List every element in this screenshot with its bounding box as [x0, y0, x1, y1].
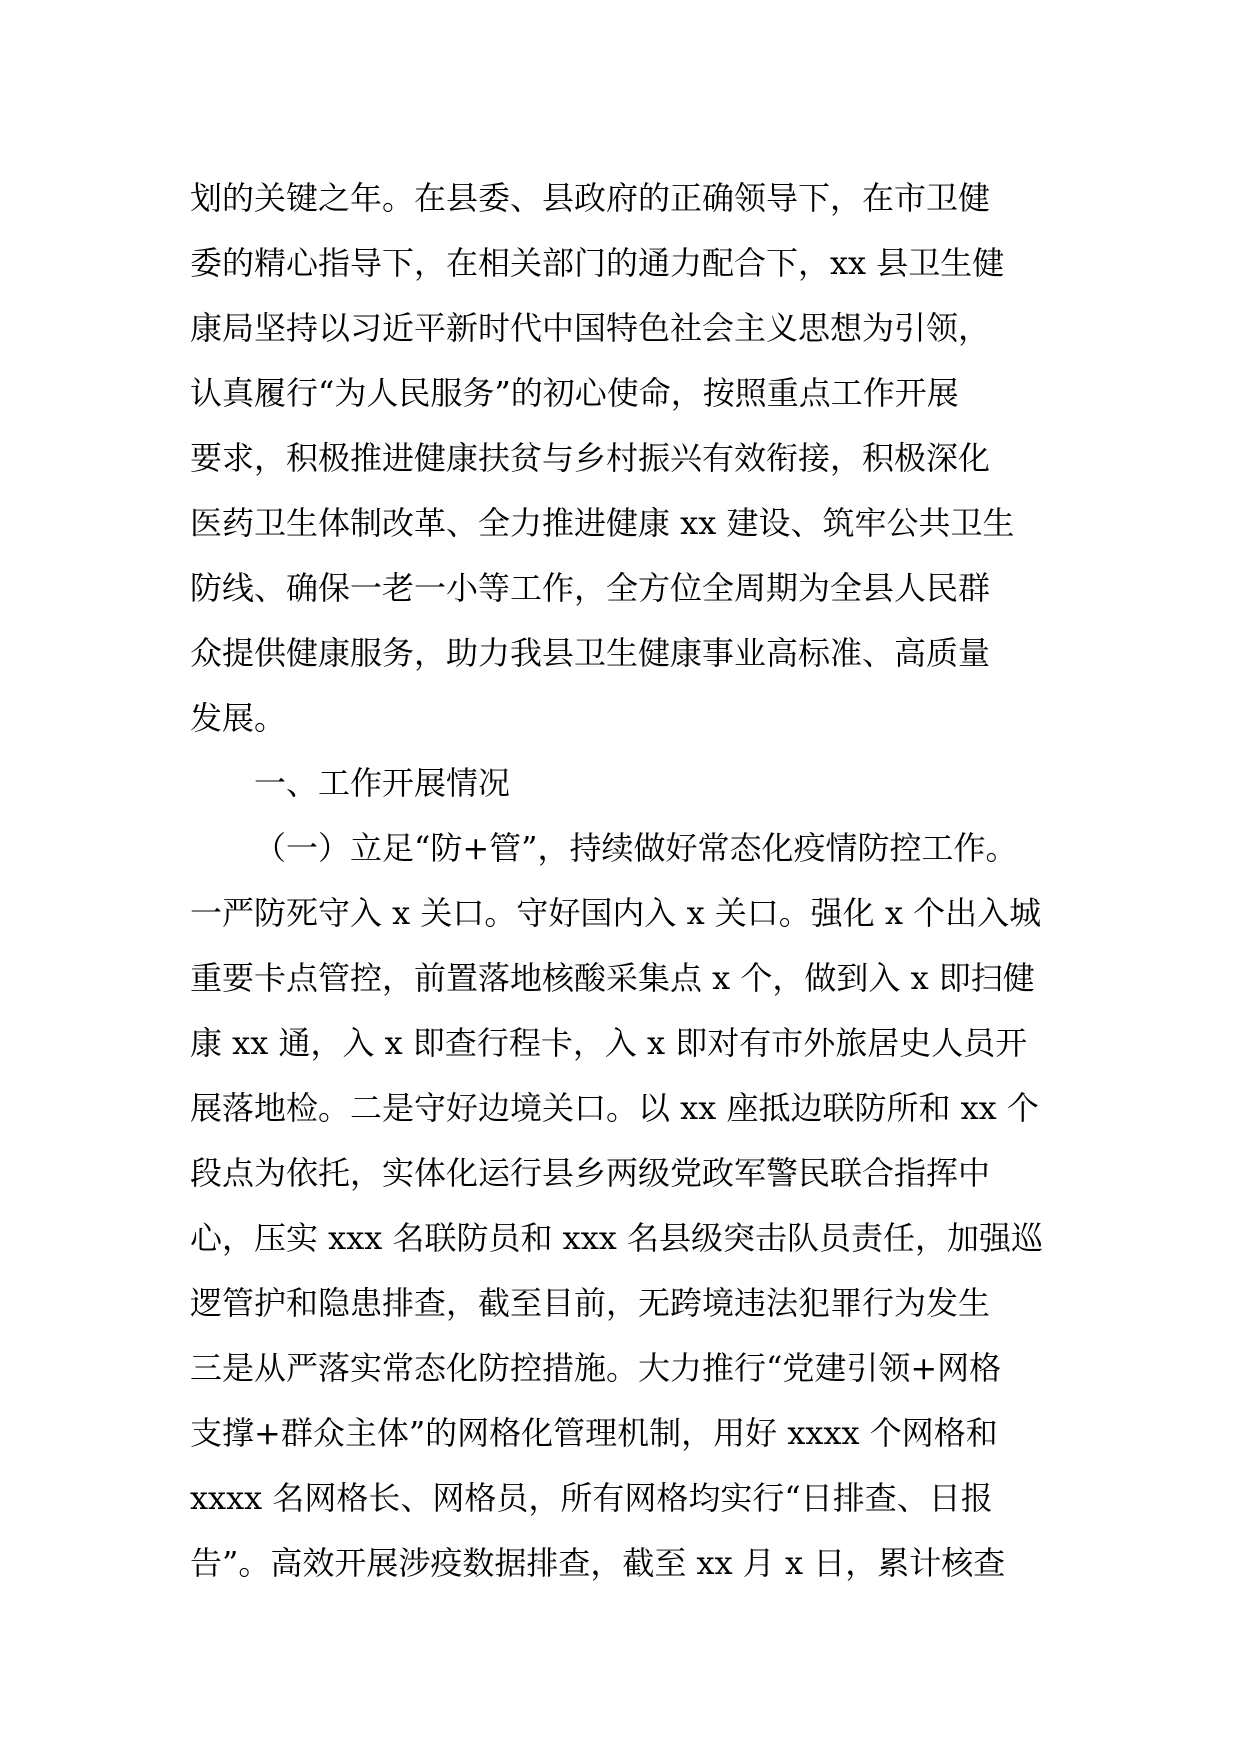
- text-line: 要求，积极推进健康扶贫与乡村振兴有效衔接，积极深化: [190, 439, 991, 477]
- text-line: 三是从严落实常态化防控措施。大力推行“党建引领+网格: [190, 1349, 1002, 1387]
- text-line: 康 xx 通，入 x 即查行程卡，入 x 即对有市外旅居史人员开: [190, 1024, 1028, 1062]
- text-line: 支撑+群众主体”的网格化管理机制，用好 xxxx 个网格和: [190, 1414, 998, 1452]
- subsection-heading: （一）立足“防+管”，持续做好常态化疫情防控工作。: [254, 829, 1018, 867]
- text-line: 展落地检。二是守好边境关口。以 xx 座抵边联防所和 xx 个: [190, 1089, 1039, 1127]
- text-line: 防线、确保一老一小等工作，全方位全周期为全县人民群: [190, 569, 991, 607]
- section-heading: 一、工作开展情况: [254, 764, 511, 802]
- text-line: 重要卡点管控，前置落地核酸采集点 x 个，做到入 x 即扫健: [190, 959, 1035, 997]
- text-line: 委的精心指导下，在相关部门的通力配合下，xx 县卫生健: [190, 244, 1005, 282]
- text-line: 逻管护和隐患排查，截至目前，无跨境违法犯罪行为发生: [190, 1284, 991, 1322]
- text-line: 发展。: [190, 699, 287, 737]
- text-line: 医药卫生体制改革、全力推进健康 xx 建设、筑牢公共卫生: [190, 504, 1015, 542]
- text-line: 认真履行“为人民服务”的初心使命，按照重点工作开展: [190, 374, 959, 412]
- text-line: 众提供健康服务，助力我县卫生健康事业高标准、高质量: [190, 634, 991, 672]
- text-line: xxxx 名网格长、网格员，所有网格均实行“日排查、日报: [190, 1479, 993, 1517]
- body-text: [190, 166, 1070, 1596]
- text-line: 划的关键之年。在县委、县政府的正确领导下，在市卫健: [190, 179, 991, 217]
- text-line: 一严防死守入 x 关口。守好国内入 x 关口。强化 x 个出入城: [190, 894, 1042, 932]
- text-line: 段点为依托，实体化运行县乡两级党政军警民联合指挥中: [190, 1154, 991, 1192]
- text-line: 心，压实 xxx 名联防员和 xxx 名县级突击队员责任，加强巡: [190, 1219, 1043, 1257]
- text-line: 康局坚持以习近平新时代中国特色社会主义思想为引领，: [190, 309, 991, 347]
- text-line: 告”。高效开展涉疫数据排查，截至 xx 月 x 日，累计核查: [190, 1544, 1006, 1582]
